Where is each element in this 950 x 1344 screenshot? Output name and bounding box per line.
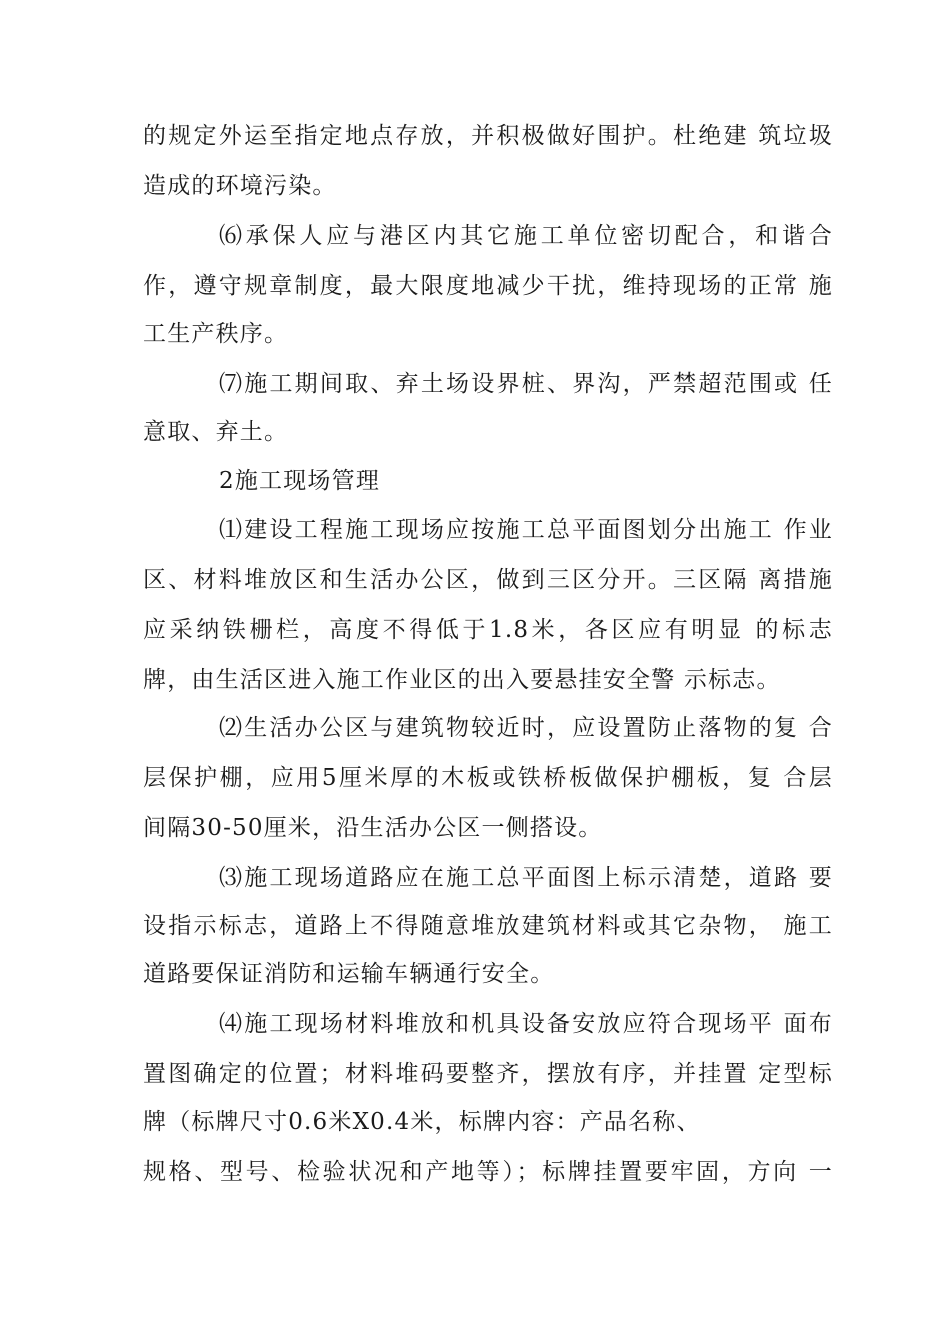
text-line: 设指示标志，道路上不得随意堆放建筑材料或其它杂物， 施工 xyxy=(143,913,833,939)
paragraph-1-first-line: ⑴建设工程施工现场应按施工总平面图划分出施工 作业 xyxy=(219,517,833,543)
text-line: 应采纳铁栅栏，高度不得低于1.8米，各区应有明显 的标志 xyxy=(143,617,833,643)
text-line: 的规定外运至指定地点存放，并积极做好围护。杜绝建 筑垃圾 xyxy=(143,123,833,149)
text-line: 造成的环境污染。 xyxy=(143,173,337,199)
section-heading: 2施工现场管理 xyxy=(219,468,381,494)
text-line: 道路要保证消防和运输车辆通行安全。 xyxy=(143,961,555,987)
text-line: 层保护棚，应用5厘米厚的木板或铁桥板做保护棚板，复 合层 xyxy=(143,765,833,791)
text-line: 区、材料堆放区和生活办公区，做到三区分开。三区隔 离措施 xyxy=(143,567,833,593)
text-line: 作，遵守规章制度，最大限度地减少干扰，维持现场的正常 施 xyxy=(143,273,833,299)
paragraph-4-first-line: ⑷施工现场材料堆放和机具设备安放应符合现场平 面布 xyxy=(219,1011,833,1037)
text-line: 间隔30-50厘米，沿生活办公区一侧搭设。 xyxy=(143,815,603,841)
paragraph-3-first-line: ⑶施工现场道路应在施工总平面图上标示清楚，道路 要 xyxy=(219,865,833,891)
paragraph-7-first-line: ⑺施工期间取、弃土场设界桩、界沟，严禁超范围或 任 xyxy=(219,371,833,397)
text-line: 规格、型号、检验状况和产地等）；标牌挂置要牢固，方向 一 xyxy=(143,1159,833,1185)
text-line: 工生产秩序。 xyxy=(143,321,289,347)
paragraph-6-first-line: ⑹承保人应与港区内其它施工单位密切配合，和谐合 xyxy=(219,223,833,249)
text-line: 牌，由生活区进入施工作业区的出入要悬挂安全警 示标志。 xyxy=(143,667,781,693)
text-line: 置图确定的位置；材料堆码要整齐，摆放有序，并挂置 定型标 xyxy=(143,1061,833,1087)
paragraph-2-first-line: ⑵生活办公区与建筑物较近时，应设置防止落物的复 合 xyxy=(219,715,833,741)
text-line: 意取、弃土。 xyxy=(143,419,289,445)
text-line: 牌（标牌尺寸0.6米X0.4米，标牌内容：产品名称、 xyxy=(143,1109,701,1135)
